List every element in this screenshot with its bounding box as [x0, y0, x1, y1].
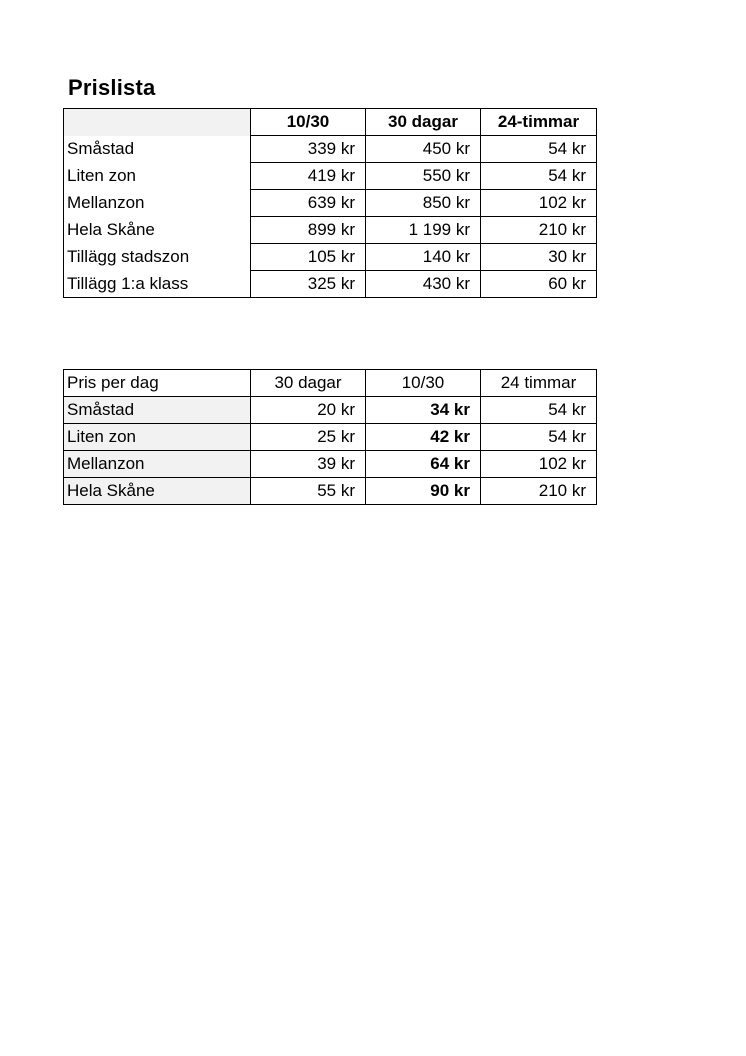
price-cell: 20 kr [251, 397, 366, 424]
table-row [64, 451, 597, 478]
row-label: Liten zon [64, 163, 251, 190]
pricelist-table [63, 108, 597, 298]
price-cell: 850 kr [366, 190, 481, 217]
price-cell: 325 kr [251, 271, 366, 298]
price-cell-highlight: 90 kr [366, 478, 481, 505]
price-cell: 54 kr [481, 136, 597, 163]
price-cell: 899 kr [251, 217, 366, 244]
price-cell: 140 kr [366, 244, 481, 271]
price-cell: 550 kr [366, 163, 481, 190]
page-title: Prislista [68, 75, 156, 100]
table-row [64, 478, 597, 505]
row-label: Tillägg stadszon [64, 244, 251, 271]
price-cell: 39 kr [251, 451, 366, 478]
table-row [64, 271, 597, 298]
per-day-header-24timmar: 24 timmar [481, 370, 597, 397]
row-label: Liten zon [64, 424, 251, 451]
price-cell: 102 kr [481, 190, 597, 217]
price-cell: 30 kr [481, 244, 597, 271]
price-cell: 54 kr [481, 397, 597, 424]
price-cell: 1 199 kr [366, 217, 481, 244]
per-day-header-30dagar: 30 dagar [251, 370, 366, 397]
row-label: Tillägg 1:a klass [64, 271, 251, 298]
price-cell-highlight: 42 kr [366, 424, 481, 451]
price-cell: 105 kr [251, 244, 366, 271]
price-cell: 210 kr [481, 217, 597, 244]
price-cell-highlight: 64 kr [366, 451, 481, 478]
table-row [64, 397, 597, 424]
row-label: Mellanzon [64, 451, 251, 478]
price-cell: 210 kr [481, 478, 597, 505]
price-cell: 54 kr [481, 424, 597, 451]
per-day-header-row [64, 370, 597, 397]
per-day-table [63, 369, 597, 505]
table-row [64, 217, 597, 244]
price-cell: 639 kr [251, 190, 366, 217]
price-cell-highlight: 34 kr [366, 397, 481, 424]
row-label: Hela Skåne [64, 478, 251, 505]
table-row [64, 163, 597, 190]
row-label: Mellanzon [64, 190, 251, 217]
price-cell: 60 kr [481, 271, 597, 298]
table-row [64, 136, 597, 163]
price-cell: 25 kr [251, 424, 366, 451]
pricelist-header-1030: 10/30 [251, 109, 366, 136]
pricelist-header-30dagar: 30 dagar [366, 109, 481, 136]
row-label: Småstad [64, 136, 251, 163]
price-cell: 419 kr [251, 163, 366, 190]
table-row [64, 244, 597, 271]
pricelist-header-row [64, 109, 597, 136]
row-label: Småstad [64, 397, 251, 424]
pricelist-header-blank [64, 109, 251, 136]
pricelist-header-24timmar: 24-timmar [481, 109, 597, 136]
price-cell: 55 kr [251, 478, 366, 505]
price-cell: 102 kr [481, 451, 597, 478]
table-row [64, 190, 597, 217]
price-cell: 54 kr [481, 163, 597, 190]
table-row [64, 424, 597, 451]
price-cell: 339 kr [251, 136, 366, 163]
per-day-header-label: Pris per dag [64, 370, 251, 397]
price-cell: 450 kr [366, 136, 481, 163]
price-cell: 430 kr [366, 271, 481, 298]
row-label: Hela Skåne [64, 217, 251, 244]
per-day-header-1030: 10/30 [366, 370, 481, 397]
